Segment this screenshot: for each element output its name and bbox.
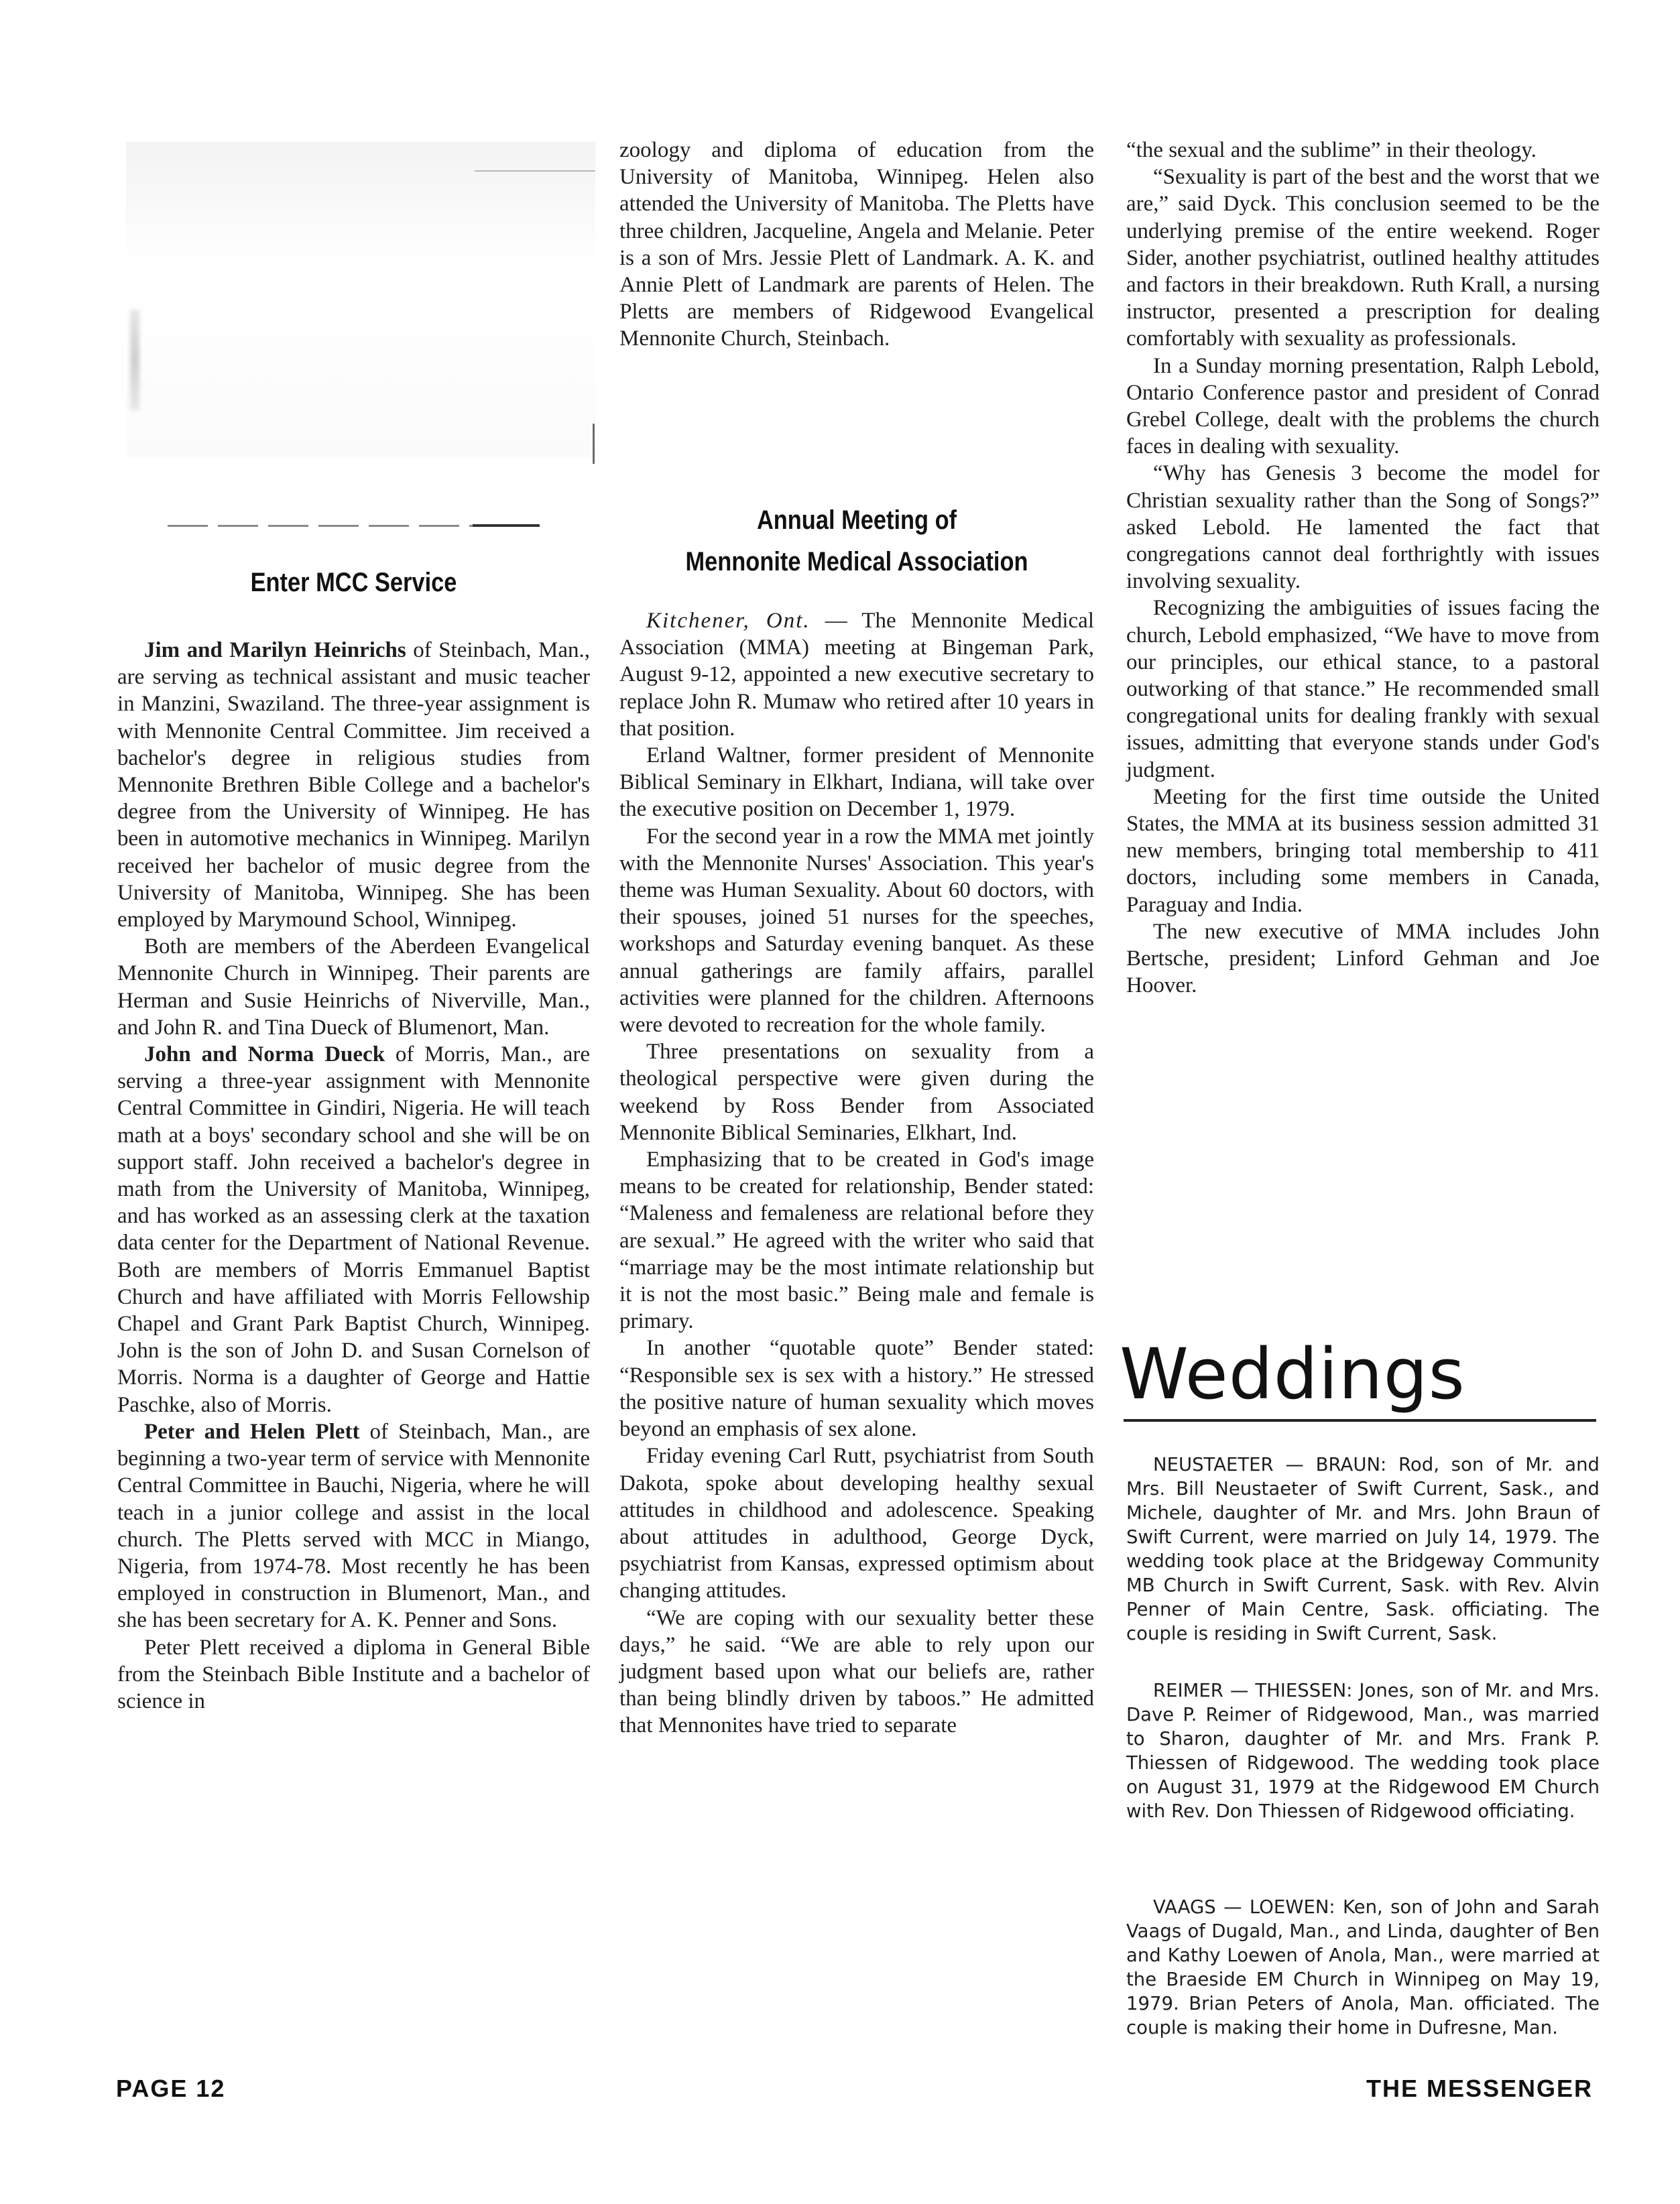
publication-name: THE MESSENGER: [1366, 2075, 1593, 2102]
paragraph: Peter and Helen Plett of Steinbach, Man., are beginning a two-year term of service with Mennonite Central Committee in Bauchi, Nigeria, where he will teach in a junior college and assist in the local church. The Pletts served with MCC in Miango, Nigeria, from 1974-78. Most recently he has been employed in construction in Blumenort, Man., and she has been secretary for A. K. Penner and Sons.: [117, 1419, 590, 1633]
weddings-heading: Weddings: [1120, 1333, 1465, 1415]
wedding-announcement: REIMER — THIESSEN: Jones, son of Mr. and Mrs. Dave P. Reimer of Ridgewood, Man., was married to Sharon, daughter of Mr. and Mrs. Frank P. Thiessen of Ridgewood. The wedding took place on August 31, 1979 at the Ridgewood EM Church with Rev. Don Thiessen of Ridgewood officiating.: [1126, 1680, 1600, 1822]
paragraph: “We are coping with our sexuality better these days,” he said. “We are able to rely upon our judgment based upon what our beliefs are, rather than being blindly driven by taboos.” He admitted that Mennonites have tried to separate: [619, 1605, 1094, 1738]
person-name: John and Norma Dueck: [144, 1042, 385, 1067]
paragraph: Emphasizing that to be created in God's image means to be created for relationship, Bender stated: “Maleness and femaleness are relational before they are sexual.” He agreed with the writer who said that “marriage may be the most intimate relationship but it is not the most basic.” Being male and female is primary.: [619, 1148, 1094, 1334]
column-3: [1126, 137, 1600, 999]
article-photo: [126, 142, 595, 457]
column-1: [117, 637, 590, 1715]
paragraph: For the second year in a row the MMA met jointly with the Mennonite Nurses' Association. This year's theme was Human Sexuality. About 60 doctors, with their spouses, joined 51 nurses for the speeches, workshops and Saturday evening banquet. As these annual gatherings are family affairs, parallel activities were planned for the children. Afternoons were devoted to recreation for the whole family.: [619, 824, 1094, 1038]
photo-edge-mark: [593, 424, 595, 464]
person-name: Jim and Marilyn Heinrichs: [144, 638, 406, 662]
column-2: [619, 607, 1094, 1739]
paragraph: Peter Plett received a diploma in General Bible from the Steinbach Bible Institute and a bachelor of science in: [117, 1635, 590, 1713]
section-heading-mcc: Enter MCC Service: [250, 568, 457, 597]
column-2-top: [619, 137, 1094, 353]
paragraph: zoology and diploma of education from the University of Manitoba, Winnipeg. Helen also attended the University of Manitoba. The Pletts have three children, Jacqueline, Angela and Melanie. Peter is a son of Mrs. Jessie Plett of Landmark. A. K. and Annie Plett of Landmark are parents of Helen. The Pletts are members of Ridgewood Evangelical Mennonite Church, Steinbach.: [619, 138, 1094, 351]
person-name: Peter and Helen Plett: [144, 1419, 360, 1444]
paragraph: In a Sunday morning presentation, Ralph Lebold, Ontario Conference pastor and president of Conrad Grebel College, dealt with the problems the church faces in dealing with sexuality.: [1126, 353, 1600, 459]
photo-smudge: [130, 310, 139, 410]
paragraph: Kitchener, Ont. — The Mennonite Medical Association (MMA) meeting at Bingeman Park, August 9-12, appointed a new executive secretary to replace John R. Mumaw who retired after 10 years in that position.: [619, 609, 1094, 741]
page-number: PAGE 12: [116, 2075, 226, 2102]
paragraph: Meeting for the first time outside the United States, the MMA at its business session admitted 31 new members, bringing total membership to 411 doctors, including some members in Canada, Paraguay and India.: [1126, 784, 1600, 917]
paragraph: “Why has Genesis 3 become the model for Christian sexuality rather than the Song of Songs?” asked Lebold. He lamented the fact that congregations cannot deal forthrightly with issues involving sexuality.: [1126, 461, 1600, 594]
paragraph: Three presentations on sexuality from a theological perspective were given during the weekend by Ross Bender from Associated Mennonite Biblical Seminaries, Elkhart, Ind.: [619, 1040, 1094, 1145]
paragraph: “the sexual and the sublime” in their theology.: [1126, 138, 1537, 162]
paragraph: “Sexuality is part of the best and the worst that we are,” said Dyck. This conclusion seemed to be the underlying premise of the entire weekend. Roger Sider, another psychiatrist, outlined healthy attitudes and factors in their breakdown. Ruth Krall, a nursing instructor, presented a prescription for dealing comfortably with sexuality as professionals.: [1126, 165, 1600, 351]
paragraph: John and Norma Dueck of Morris, Man., are serving a three-year assignment with Mennonite Central Committee in Gindiri, Nigeria. He will teach math at a boys' secondary school and she will be on support staff. John received a bachelor's degree in math from the University of Manitoba, Winnipeg, and has worked as an assessing clerk at the taxation data center for the Department of National Revenue. Both are members of Morris Emmanuel Baptist Church and have affiliated with Morris Fellowship Chapel and Grant Park Baptist Church, Winnipeg. John is the son of John D. and Susan Cornelson of Morris. Norma is a daughter of George and Hattie Paschke, also of Morris.: [117, 1042, 590, 1417]
dateline: Kitchener, Ont.: [646, 609, 811, 633]
paragraph: Erland Waltner, former president of Mennonite Biblical Seminary in Elkhart, Indiana, will take over the executive position on December 1, 1979.: [619, 743, 1094, 822]
weddings-rule: [1124, 1419, 1596, 1422]
paragraph: Friday evening Carl Rutt, psychiatrist from South Dakota, spoke about developing healthy sexual attitudes in childhood and adolescence. Speaking about attitudes in adulthood, George Dyck, psychiatrist from Kansas, expressed optimism about changing attitudes.: [619, 1444, 1094, 1603]
paragraph: Both are members of the Aberdeen Evangelical Mennonite Church in Winnipeg. Their parents are Herman and Susie Heinrichs of Niverville, Man., and John R. and Tina Dueck of Blumenort, Man.: [117, 934, 590, 1040]
paragraph: In another “quotable quote” Bender stated: “Responsible sex is sex with a history.” He stressed the positive nature of human sexuality which moves beyond an emphasis of sex alone.: [619, 1336, 1094, 1442]
paragraph: Recognizing the ambiguities of issues facing the church, Lebold emphasized, “We have to move from our principles, our ethical stance, to a pastoral outworking of that stance.” He recommended small congregational units for dealing frankly with sexual issues, admitting that everyone stands under God's judgment.: [1126, 596, 1600, 782]
photo-separator-rule: [168, 525, 540, 527]
paragraph: The new executive of MMA includes John Bertsche, president; Linford Gehman and Joe Hoover.: [1126, 919, 1600, 998]
wedding-announcement: VAAGS — LOEWEN: Ken, son of John and Sarah Vaags of Dugald, Man., and Linda, daughter of Ben and Kathy Loewen of Anola, Man., were married at the Braeside EM Church in Winnipeg on May 19, 1979. Brian Peters of Anola, Man. officiated. The couple is making their home in Dufresne, Man.: [1126, 1896, 1600, 2038]
paragraph: Jim and Marilyn Heinrichs of Steinbach, Man., are serving as technical assistant and music teacher in Manzini, Swaziland. The three-year assignment is with Mennonite Central Committee. Jim received a bachelor's degree in religious studies from Mennonite Brethren Bible College and a bachelor's degree from the University of Winnipeg. He has been in automotive mechanics in Winnipeg. Marilyn received her bachelor of music degree from the University of Manitoba, Winnipeg. She has been employed by Marymound School, Winnipeg.: [117, 638, 591, 932]
photo-edge-line: [475, 170, 595, 172]
article-heading-mma: Annual Meeting of Mennonite Medical Association: [685, 505, 1028, 576]
wedding-announcement: NEUSTAETER — BRAUN: Rod, son of Mr. and Mrs. Bill Neustaeter of Swift Current, Sask., and Michele, daughter of Mr. and Mrs. John Braun of Swift Current, were married on July 14, 1979. The wedding took place at the Bridgeway Community MB Church in Swift Current, Sask. with Rev. Alvin Penner of Main Centre, Sask. officiating. The couple is residing in Swift Current, Sask.: [1126, 1454, 1600, 1644]
